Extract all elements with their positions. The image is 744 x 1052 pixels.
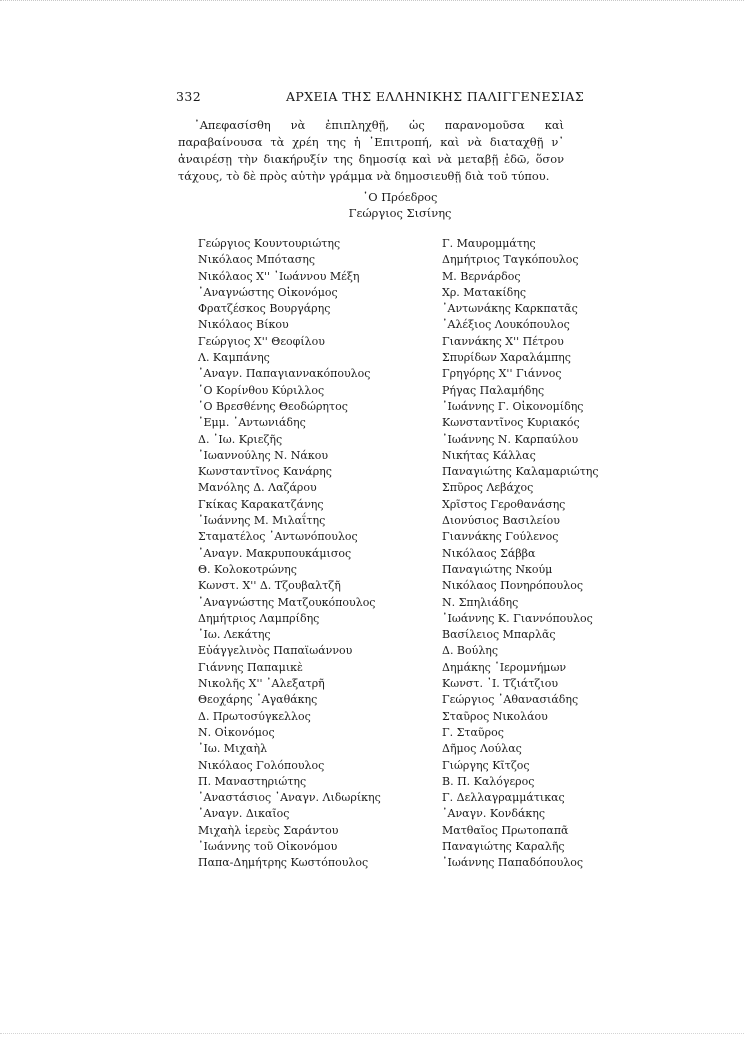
signatory-name: Σταῦρος Νικολάου <box>442 709 548 723</box>
signatory-name: Νικόλαος Μπότασης <box>198 253 316 267</box>
signatory-name: Δημήτριος Ταγκόπουλος <box>442 253 579 267</box>
signatory-name: Δημάκης ῾Ιερομνήμων <box>442 660 567 674</box>
signatory-name: ᾿Αντωνάκης Καρκπατᾶς <box>442 302 578 316</box>
signatory-name: Δ. Πρωτοσύγκελλος <box>198 709 311 723</box>
signatory-name: Γεώργιος ᾿Αθανασιάδης <box>442 693 579 707</box>
signatory-name: Μιχαὴλ ἱερεὺς Σαράντου <box>198 823 339 837</box>
signatory-name: Σπῦρος Λεβάχος <box>442 481 534 495</box>
signatory-name: Κωνσταντῖνος Κυριακός <box>442 416 580 430</box>
signatory-name: Γ. Μαυρομμάτης <box>442 237 536 250</box>
signatory-name: Νικήτας Κάλλας <box>442 448 536 462</box>
signatories-left-column <box>198 236 438 872</box>
signatory-name: ᾿Αναγν. Κονδάκης <box>442 807 546 821</box>
signatory-name: Δημήτριος Λαμπρίδης <box>198 611 320 625</box>
running-head <box>176 89 585 109</box>
signatory-name: Χρῖστος Γεροθανάσης <box>442 497 566 511</box>
signatory-name: Γιαννάκης Χ'' Πέτρου <box>442 334 564 348</box>
signatory-name: Λ. Καμπάνης <box>198 351 270 365</box>
signatory-name: ᾿Αλέξιος Λουκόπουλος <box>442 318 570 332</box>
signatory-name: Ρήγας Παλαμήδης <box>442 383 545 397</box>
signatory-name: Νικόλαος Πονηρόπουλος <box>442 579 583 593</box>
signatory-name: Ν. Σπηλιάδης <box>442 595 519 609</box>
signatory-name: Γιώργης Κῖτζος <box>442 758 530 772</box>
page-number: 332 <box>176 89 202 104</box>
signatory-name: Διονύσιος Βασιλείου <box>442 514 560 528</box>
signatory-name: ᾿Ιωάννης Παπαδόπουλος <box>442 856 584 870</box>
presidency-block <box>340 189 460 221</box>
signatory-name: Γ. Δελλαγραμμάτικας <box>442 791 565 805</box>
signatory-name: ᾿Αναγνώστης Οἰκονόμος <box>198 285 338 299</box>
president-title: ῾Ο Πρόεδρος <box>362 190 438 204</box>
signatory-name: Παναγιώτης Νκούμ <box>442 562 553 576</box>
signatory-name: Δ. ᾿Ιω. Κριεζῆς <box>198 432 283 446</box>
signatory-name: ᾿Ιωάννης Γ. Οἰκονομίδης <box>442 399 584 413</box>
signatory-name: Γιαννάκης Γούλενος <box>442 530 559 544</box>
scan-edge-top <box>0 0 744 7</box>
signatory-name: Παναγιώτης Καλαμαριώτης <box>442 465 599 479</box>
signatory-name: Δῆμος Λούλας <box>442 742 522 756</box>
signatories-right-column <box>442 236 612 872</box>
signatory-name: Φρατζέσκος Βουργάρης <box>198 302 331 316</box>
signatory-name: Θ. Κολοκοτρώνης <box>198 562 297 576</box>
signatory-name: ᾿Ιωάννης Μ. Μιλαΐτης <box>198 514 326 528</box>
signatory-name: ᾿Αναγνώστης Ματζουκόπουλος <box>198 595 376 609</box>
signatory-name: Ματθαῖος Πρωτοπαπᾶ <box>442 823 569 837</box>
signatory-name: Νικόλαος Χ'' ᾿Ιωάννου Μέξη <box>198 269 360 283</box>
signatory-name: ᾿Αναγν. Δικαῖος <box>198 807 290 821</box>
signatory-name: Εὐάγγελινὸς Παπαϊωάννου <box>198 644 353 658</box>
signatory-name: Χρ. Ματακίδης <box>442 285 527 299</box>
signatory-name: Ν. Οἰκονόμος <box>198 725 275 739</box>
signatory-name: Παναγιώτης Καραλῆς <box>442 839 565 853</box>
signatory-name: Θεοχάρης ᾿Αγαθάκης <box>198 693 318 707</box>
signatory-name: Νικόλαος Βίκου <box>198 318 289 332</box>
running-title: ΑΡΧΕΙΑ ΤΗΣ ΕΛΛΗΝΙΚΗΣ ΠΑΛΙΓΓΕΝΕΣΙΑΣ <box>286 89 585 104</box>
signatory-name: Νικόλαος Γολόπουλος <box>198 758 325 772</box>
signatory-name: ᾿Ιωάννης Κ. Γιαννόπουλος <box>442 611 593 625</box>
signatory-name: Γρηγόρης Χ'' Γιάννος <box>442 367 562 381</box>
signatory-name: Μ. Βερνάρδος <box>442 269 521 283</box>
signatory-name: Μανόλης Δ. Λαζάρου <box>198 481 317 495</box>
signatory-name: ᾿Αναστάσιος ᾿Αναγν. Λιδωρίκης <box>198 791 381 805</box>
signatory-name: Σταματέλος ᾿Αντωνόπουλος <box>198 530 358 544</box>
signatory-name: Π. Μαναστηριώτης <box>198 774 307 788</box>
signatory-name: ῾Ο Βρεσθένης Θεοδώρητος <box>198 399 348 413</box>
signatory-name: ᾿Ιωάννης Ν. Καρπαύλου <box>442 432 579 446</box>
signatory-name: Γ. Σταῦρος <box>442 725 504 739</box>
scan-edge-bottom <box>0 1027 744 1034</box>
signatory-name: ῾Ο Κορίνθου Κύριλλος <box>198 383 325 397</box>
signatory-name: Γκίκας Καρακατζάνης <box>198 497 324 511</box>
signatory-name: ᾿Ιω. Λεκάτης <box>198 628 271 642</box>
signatory-name: Νικολῆς Χ'' ᾿Αλεξατρῆ <box>198 677 325 691</box>
signatory-name: ᾿Ιωαννούλης Ν. Νάκου <box>198 448 329 462</box>
signatory-name: ᾿Αναγν. Παπαγιαννακόπουλος <box>198 367 371 381</box>
signatory-name: Σπυρίδων Χαραλάμπης <box>442 351 571 365</box>
signatory-name: Βασίλειος Μπαρλᾶς <box>442 628 556 642</box>
president-name: Γεώργιος Σισίνης <box>348 206 452 220</box>
signatory-name: Β. Π. Καλόγερος <box>442 774 535 788</box>
signatory-name: Νικόλαος Σάββα <box>442 546 536 560</box>
signatory-name: ᾿Ιω. Μιχαὴλ <box>198 742 268 756</box>
signatory-name: Γεώργιος Κουντουριώτης <box>198 237 341 250</box>
signatory-name: ᾿Ιωάννης τοῦ Οἰκονόμου <box>198 839 338 853</box>
signatory-name: Κωνστ. Χ'' Δ. Τζουβαλτζῆ <box>198 579 341 593</box>
signatory-name: Κωνσταντῖνος Κανάρης <box>198 465 332 479</box>
signatory-name: Παπα-Δημήτρης Κωστόπουλος <box>198 856 369 870</box>
signatory-name: Δ. Βούλης <box>442 644 499 658</box>
signatory-name: Γιάννης Παπαμικὲ <box>198 660 303 674</box>
decision-paragraph: ᾿Απεφασίσθη νὰ ἐπιπληχθῇ, ὡς παρανομοῦσα καὶ παραβαίνουσα τὰ χρέη της ἡ ᾿Επιτροπή, καὶ νὰ διαταχθῇ ν᾿ ἀναιρέσῃ τὴν διακήρυξίν της δημοσίᾳ καὶ νὰ μεταβῇ ἐδῶ, ὅσον τάχους, τὸ δὲ πρὸς αὐτὴν γράμμα νὰ δημοσιευθῇ διὰ τοῦ τύπου. <box>178 118 564 183</box>
signatory-name: ᾿Εμμ. ᾿Αντωνιάδης <box>198 416 306 430</box>
signatory-name: ᾿Αναγν. Μακρυπουκάμισος <box>198 546 352 560</box>
signatory-name: Γεώργιος Χ'' Θεοφίλου <box>198 334 325 348</box>
signatory-name: Κωνστ. ᾿Ι. Τζιάτζιου <box>442 677 559 691</box>
